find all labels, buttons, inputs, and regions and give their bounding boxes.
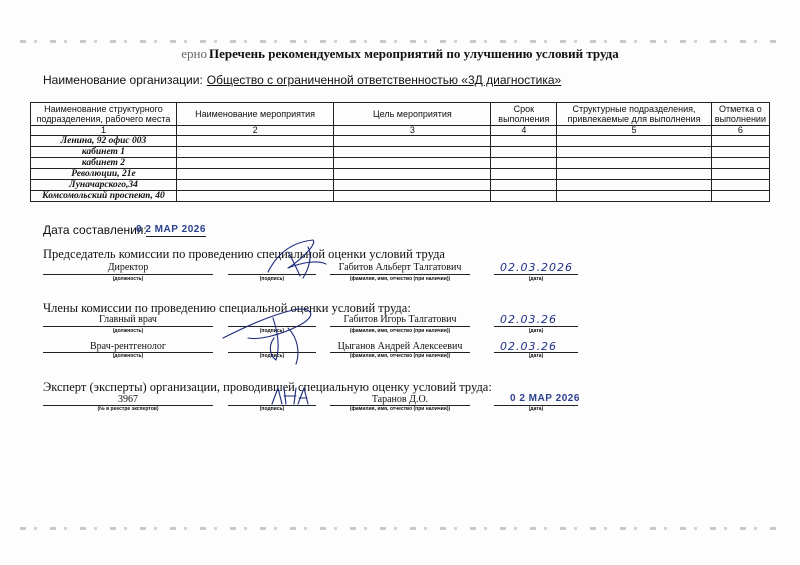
chairman-position: Директор [107,262,149,273]
col-header: Цель мероприятия [334,103,491,126]
row-name: кабинет 1 [31,147,177,158]
organization-line [43,73,561,87]
chairman-date: 02.03.2026 [500,261,573,274]
col-number: 5 [557,126,712,136]
caption-signature: (подпись) [259,353,285,359]
row-name: Ленина, 92 офис 003 [31,136,177,147]
page-title [0,46,800,62]
caption-date: (дата) [528,328,544,334]
title-text: Перечень рекомендуемых мероприятий по улучшению условий труда [208,46,619,61]
chairman-heading: Председатель комиссии по проведению специальной оценки условий труда [43,247,445,261]
col-header: Срок выполнения [491,103,557,126]
table-row [31,136,770,147]
chairman-name-line [330,274,470,275]
expert-registry-number: 3967 [118,394,138,405]
member-signature [218,298,328,368]
caption-registry: (№ в реестре экспертов) [97,406,159,412]
member-name-line [330,326,470,327]
col-header: Отметка о выполнении [711,103,769,126]
title-prefix: ерно [181,46,207,61]
compile-date-label: Дата составления: [43,223,147,237]
row-name: Луначарского,34 [31,180,177,191]
expert-date-stamp: 0 2 МАР 2026 [510,393,580,404]
caption-position: (должность) [112,353,144,359]
organization-value: Общество с ограниченной ответственностью «3Д диагностика» [206,73,562,87]
member-position: Главный врач [99,314,157,325]
members-heading: Члены комиссии по проведению специальной оценки условий труда: [43,301,411,315]
expert-signature [268,384,318,410]
expert-name: Таранов Д.О. [371,394,429,405]
caption-signature: (подпись) [259,276,285,282]
table-row [31,169,770,180]
member-date: 02.03.26 [500,340,557,353]
caption-signature: (подпись) [259,406,285,412]
col-number: 6 [711,126,769,136]
caption-date: (дата) [528,406,544,412]
member-position-line [43,326,213,327]
chairman-date-line [494,274,578,275]
compile-date-stamp: 0 2 МАР 2026 [136,224,206,235]
row-name: кабинет 2 [31,158,177,169]
table-row [31,180,770,191]
col-number: 2 [176,126,333,136]
member-position: Врач-рентгенолог [90,341,166,352]
caption-position: (должность) [112,276,144,282]
table-row [31,191,770,202]
member-name: Цыганов Андрей Алексеевич [337,341,463,352]
row-name: Комсомольский проспект, 40 [31,191,177,202]
expert-heading: Эксперт (эксперты) организации, проводившей специальную оценку условий труда: [43,380,492,394]
member-date: 02.03.26 [500,313,557,326]
caption-fio: (фамилия, имя, отчество (при наличии)) [349,328,451,334]
col-number: 4 [491,126,557,136]
chairman-signature [258,232,338,282]
caption-fio: (фамилия, имя, отчество (при наличии)) [349,353,451,359]
scan-artifact-top [20,40,780,43]
col-header: Наименование структурного подразделения, рабочего места [31,103,177,126]
scan-artifact-bottom [20,527,780,530]
column-number-row [31,126,770,136]
row-name: Революции, 21е [31,169,177,180]
caption-date: (дата) [528,276,544,282]
col-header: Структурные подразделения, привлекаемые для выполнения [557,103,712,126]
table-row [31,158,770,169]
caption-signature: (подпись) [259,328,285,334]
member-date-line [494,326,578,327]
measures-table [30,102,770,202]
table-header-row [31,103,770,126]
table-row [31,147,770,158]
caption-position: (должность) [112,328,144,334]
compile-date-line [146,236,206,237]
caption-fio: (фамилия, имя, отчество (при наличии)) [349,406,451,412]
caption-date: (дата) [528,353,544,359]
member-name: Габитов Игорь Талгатович [343,314,457,325]
chairman-position-line [43,274,213,275]
col-number: 1 [31,126,177,136]
col-number: 3 [334,126,491,136]
organization-label: Наименование организации: [43,73,203,87]
chairman-name: Габитов Альберт Талгатович [338,262,462,273]
col-header: Наименование мероприятия [176,103,333,126]
caption-fio: (фамилия, имя, отчество (при наличии)) [349,276,451,282]
